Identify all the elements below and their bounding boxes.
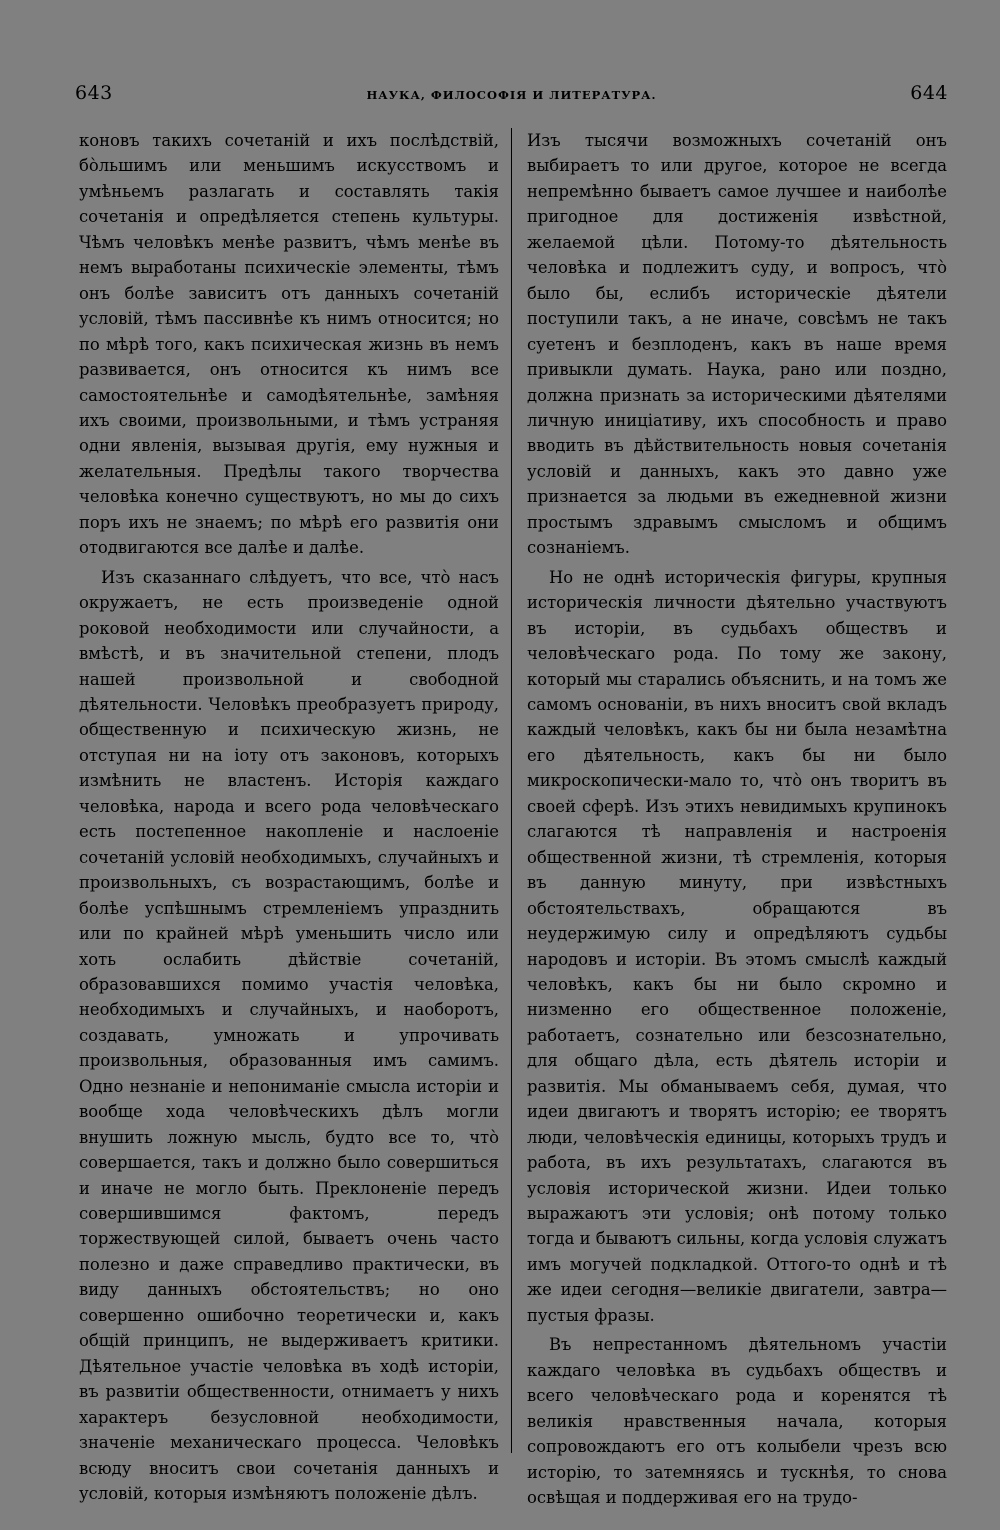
- page-number-left: 643: [75, 82, 113, 104]
- running-title: НАУКА, ФИЛОСОФІЯ И ЛИТЕРАТУРА.: [366, 88, 657, 102]
- page-number-right: 644: [910, 82, 948, 104]
- paragraph: Но не однѣ историческія фигуры, крупныя историческія личности дѣятельно участвуютъ въ исторіи, въ судьбахъ обществъ и человѣческаго рода. По тому же закону, который мы старались объяснить, и на томъ же самомъ основаніи, въ нихъ вноситъ свой вкладъ каждый человѣкъ, какъ бы ни была незамѣтна его дѣятельность, какъ бы ни было микроскопически-мало то, что̀ онъ творитъ въ своей сферѣ. Изъ этихъ невидимыхъ крупинокъ слагаются тѣ направленія и настроенія общественной жизни, тѣ стремленія, которыя въ данную минуту, при извѣстныхъ обстоятельствахъ, обращаются въ неудержимую силу и опредѣляютъ судьбы народовъ и исторіи. Въ этомъ смыслѣ каждый человѣкъ, какъ бы ни было скромно и низменно его общественное положеніе, работаетъ, сознательно или безсознательно, для общаго дѣла, есть дѣятель исторіи и развитія. Мы обманываемъ себя, думая, что идеи двигаютъ и творятъ исторію; ее творятъ люди, человѣческія единицы, которыхъ трудъ и работа, въ ихъ результатахъ, слагаются въ условія исторической жизни. Идеи только выражаютъ эти условія; онѣ потому только тогда и бываютъ сильны, когда условія служатъ имъ могучей подкладкой. Оттого-то однѣ и тѣ же идеи сегодня—великіе двигатели, завтра—пустыя фразы.: [527, 567, 947, 1325]
- paragraph: Изъ сказаннаго слѣдуетъ, что все, что̀ насъ окружаетъ, не есть произведеніе одной роковой необходимости или случайности, а вмѣстѣ, и въ значительной степени, плодъ нашей произвольной и свободной дѣятельности. Человѣкъ преобразуетъ природу, общественную и психическую жизнь, не отступая ни на іоту отъ законовъ, которыхъ измѣнить не властенъ. Исторія каждаго человѣка, народа и всего рода человѣческаго есть постепенное накопленіе и наслоеніе сочетаній условій необходимыхъ, случайныхъ и произвольныхъ, съ возрастающимъ, болѣе и болѣе успѣшнымъ стремленіемъ упразднить или по крайней мѣрѣ уменьшить число или хоть ослабить дѣйствіе сочетаній, образовавшихся помимо участія человѣка, необходимыхъ и случайныхъ, и наоборотъ, создавать, умножать и упрочивать произвольныя, образованныя имъ самимъ. Одно незнаніе и непониманіе смысла исторіи и вообще хода человѣческихъ дѣлъ могли внушить ложную мысль, будто все то, что̀ совершается, такъ и должно было совершиться и иначе не могло быть. Преклоненіе передъ совершившимся фактомъ, передъ торжествующей силой, бываетъ очень часто полезно и даже справедливо практически, въ виду данныхъ обстоятельствъ; но оно совершенно ошибочно теоретически и, какъ общій принципъ, не выдерживаетъ критики. Дѣятельное участіе человѣка въ ходѣ исторіи, въ развитіи общественности, отнимаетъ у нихъ характеръ безусловной необходимости, значеніе механическаго процесса. Человѣкъ всюду вноситъ свои сочетанія данныхъ и условій, которыя измѣняютъ положеніе дѣлъ.: [79, 567, 499, 1504]
- paragraph: Изъ тысячи возможныхъ сочетаній онъ выбираетъ то или другое, которое не всегда непремѣнно бываетъ самое лучшее и наиболѣе пригодное для достиженія извѣстной, желаемой цѣли. Потому-то дѣятельность человѣка и подлежитъ суду, и вопросъ, что̀ было бы, еслибъ историческіе дѣятели поступили такъ, а не иначе, совсѣмъ не такъ суетенъ и безплоденъ, какъ въ наше время привыкли думать. Наука, рано или поздно, должна признать за историческими дѣятелями личную иниціативу, ихъ способность и право вводить въ дѣйствительность новыя сочетанія условій и данныхъ, какъ это давно уже признается за людьми въ ежедневной жизни простымъ здравымъ смысломъ и общимъ сознаніемъ.: [527, 131, 947, 558]
- left-column: [79, 128, 499, 1506]
- paragraph: коновъ такихъ сочетаній и ихъ послѣдствій, бо̀льшимъ или меньшимъ искусствомъ и умѣньемъ разлагать и составлять такія сочетанія и опредѣляется степень культуры. Чѣмъ человѣкъ менѣе развитъ, чѣмъ менѣе въ немъ выработаны психическіе элементы, тѣмъ онъ болѣе зависитъ отъ данныхъ сочетаній условій, тѣмъ пассивнѣе къ нимъ относится; но по мѣрѣ того, какъ психическая жизнь въ немъ развивается, онъ относится къ нимъ все самостоятельнѣе и самодѣятельнѣе, замѣняя ихъ своими, произвольными, и тѣмъ устраняя одни явленія, вызывая другія, ему нужныя и желательныя. Предѣлы такого творчества человѣка конечно существуютъ, но мы до сихъ поръ ихъ не знаемъ; по мѣрѣ его развитія они отодвигаются все далѣе и далѣе.: [79, 131, 499, 558]
- column-divider: [511, 128, 512, 1453]
- paragraph: Въ непрестанномъ дѣятельномъ участіи каждаго человѣка въ судьбахъ обществъ и всего человѣческаго рода и коренятся тѣ великія нравственныя начала, которыя сопровождаютъ его отъ колыбели чрезъ всю исторію, то затемняясь и тускнѣя, то снова освѣщая и поддерживая его на трудо-: [527, 1335, 947, 1508]
- right-column: [527, 128, 947, 1510]
- page-header: [75, 82, 948, 112]
